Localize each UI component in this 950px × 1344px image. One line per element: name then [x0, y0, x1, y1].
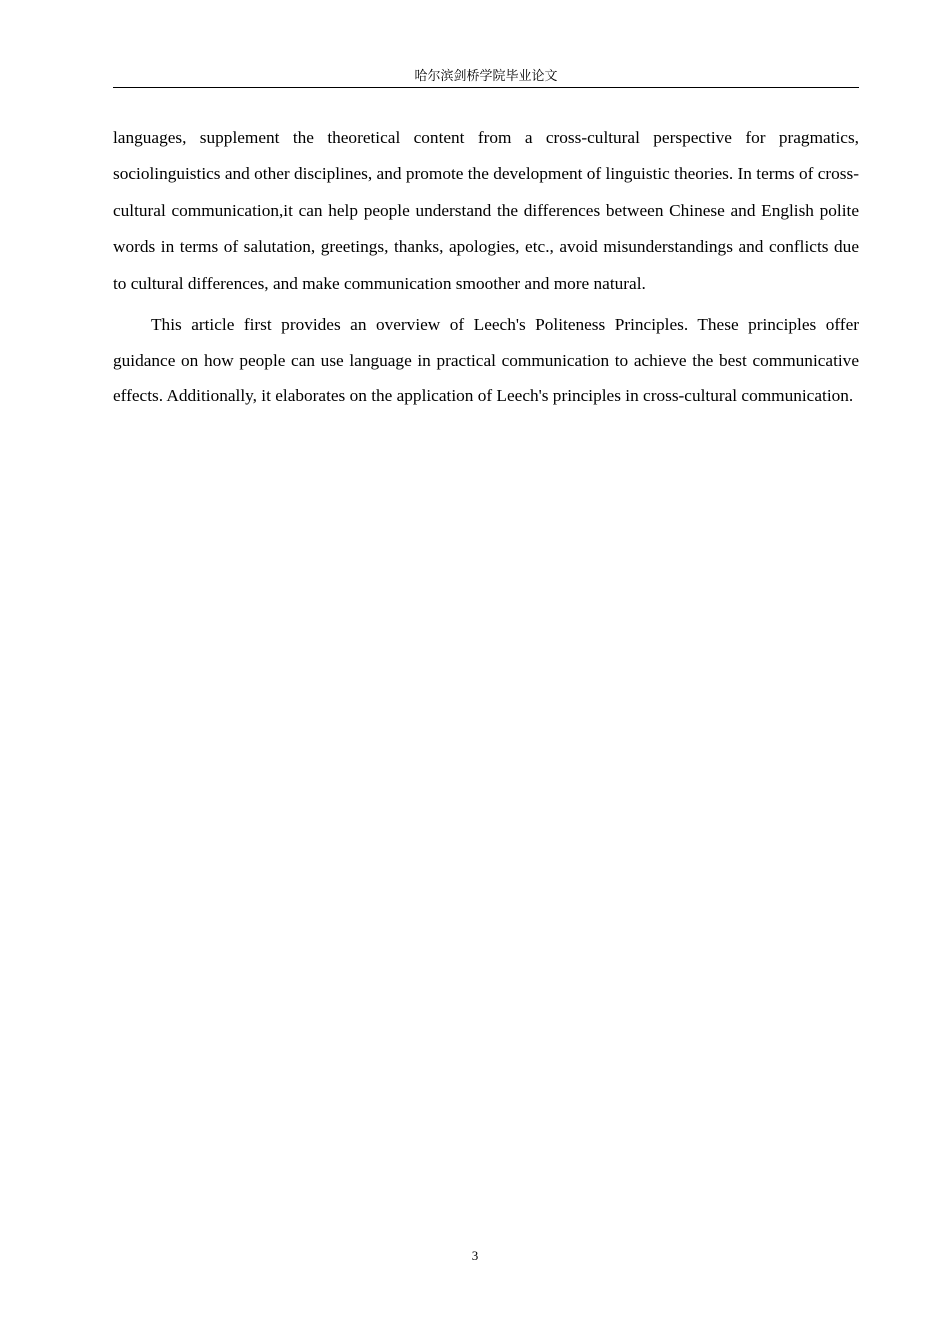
body-paragraph: This article first provides an overview of Leech's Politeness Principles. These principles offer guidance on how people can use language in practical communication to achieve the best communicative effects. Additionally, it elaborates on the application of Leech's principles in cross-cultural communication. — [113, 315, 859, 406]
page-header — [113, 66, 859, 88]
document-body — [113, 120, 859, 414]
body-paragraph: languages, supplement the theoretical content from a cross-cultural perspective for pragmatics, sociolinguistics and other disciplines, and promote the development of linguistic theories. In terms of cross-cultural communication,it can help people understand the differences between Chinese and English polite words in terms of salutation, greetings, thanks, apologies, etc., avoid misunderstandings and conflicts due to cultural differences, and make communication smoother and more natural. — [113, 128, 859, 293]
page-number: 3 — [471, 1248, 479, 1263]
header-title: 哈尔滨剑桥学院毕业论文 — [414, 68, 558, 83]
